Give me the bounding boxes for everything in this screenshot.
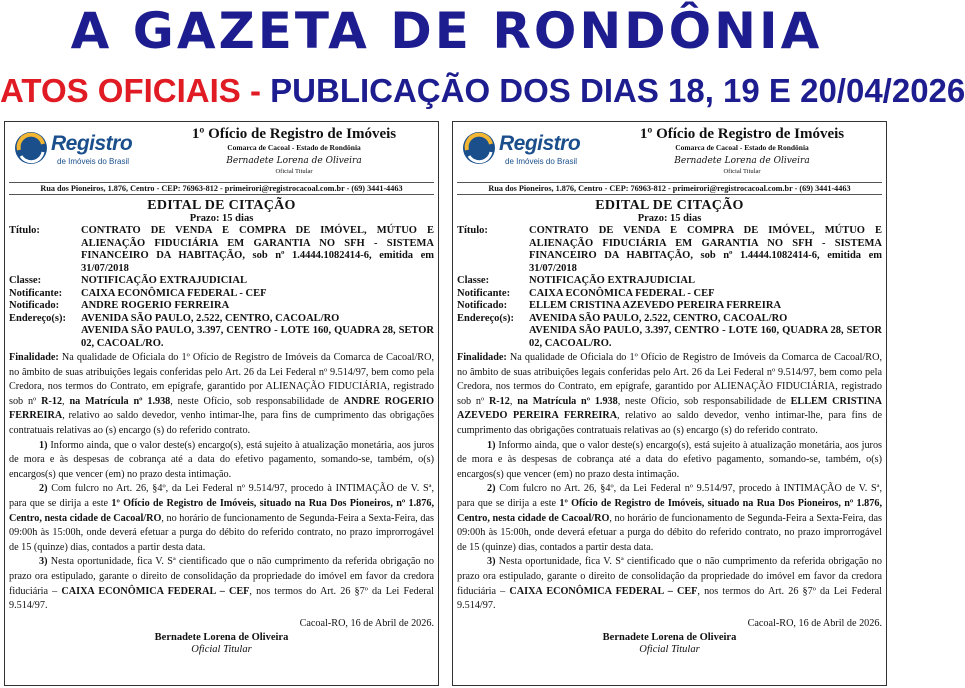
- finalidade-text-1: Na qualidade de Oficiala do 1º Ofício de Registro de Imóveis da Comarca de Cacoal/RO, no âmbito de suas atribuições legais conferidas pelo Art. 26 da Lei Federal nº 9.514/97, bem como pela Credora, nos termos do Contrato, em epígrafe, garantido por ALIENAÇÃO FIDUCIÁRIA, registrado sob nº: [9, 352, 434, 407]
- endereco-label: Endereço(s):: [9, 312, 66, 324]
- notice-right: [452, 121, 887, 686]
- notificado-label: Notificado:: [457, 300, 508, 311]
- masthead: [0, 0, 893, 64]
- endereco-value-1: AVENIDA SÃO PAULO, 2.522, CENTRO, CACOAL/RO: [81, 312, 340, 324]
- paragraph-1-text: Informo ainda, que o valor deste(s) encargo(s), está sujeito à atualização monetária, aos juros de mora e às despesas de cobrança até a data do efetivo pagamento, somando-se, também, o(s) encargos(s) que vencer (em) no prazo desta intimação.: [9, 439, 434, 480]
- registro-logo: [461, 128, 581, 172]
- section-label: ATOS OFICIAIS: [0, 72, 241, 109]
- paragraph-1-number: 1): [487, 439, 496, 451]
- newspaper-title: A GAZETA DE RONDÔNIA: [70, 2, 823, 60]
- notice-fields: [457, 225, 882, 350]
- notice-fields: [9, 225, 434, 350]
- notificado-value: ELLEM CRISTINA AZEVEDO PEREIRA FERREIRA: [529, 300, 782, 311]
- signer-name: Bernadete Lorena de Oliveira: [154, 631, 289, 643]
- office-block: [149, 126, 439, 176]
- notice-header: [457, 124, 882, 180]
- office-address: Rua dos Pioneiros, 1.876, Centro - CEP: 76963-812 - primeirori@registrocacoal.com.br - (69) 3441-4463: [457, 182, 882, 195]
- office-signature: Bernadete Lorena de Oliveira: [226, 156, 362, 166]
- registro-number: R-12: [41, 395, 63, 407]
- endereco-value-2: AVENIDA SÃO PAULO, 3.397, CENTRO - LOTE 160, QUADRA 28, SETOR 02, CACOAL/RO.: [81, 325, 434, 349]
- notificado-value: ANDRE ROGERIO FERREIRA: [81, 300, 230, 311]
- notificado-label: Notificado:: [9, 300, 60, 311]
- finalidade-text-1: Na qualidade de Oficiala do 1º Ofício de Registro de Imóveis da Comarca de Cacoal/RO, no âmbito de suas atribuições legais conferidas pelo Art. 26 da Lei Federal nº 9.514/97, bem como pela Credora, nos termos do Contrato, em epígrafe, garantido por ALIENAÇÃO FIDUCIÁRIA, registrado sob nº: [457, 352, 882, 407]
- notice-heading: EDITAL DE CITAÇÃO: [147, 198, 296, 213]
- office-name: 1º Ofício de Registro de Imóveis: [191, 126, 397, 142]
- notice-left: [4, 121, 439, 686]
- paragraph-3-text-b: , nos termos do Art. 26 §7º da Lei Federal 9.514/97.: [9, 585, 434, 612]
- paragraph-3-creditor: CAIXA ECONÔMICA FEDERAL – CEF: [61, 585, 250, 597]
- office-signature: Bernadete Lorena de Oliveira: [674, 156, 810, 166]
- finalidade-text-2: ,: [62, 395, 70, 407]
- signer-block: [9, 632, 434, 656]
- office-name: 1º Ofício de Registro de Imóveis: [639, 126, 845, 142]
- paragraph-2-number: 2): [39, 483, 48, 495]
- finalidade-text-2: ,: [509, 395, 518, 407]
- matricula-number: na Matrícula nº 1.938: [517, 395, 618, 407]
- finalidade-paragraph: [457, 351, 882, 439]
- paragraph-3: [9, 555, 434, 613]
- registro-logo: [13, 128, 133, 172]
- paragraph-2-office: 1º Ofício de Registro de Imóveis, situado na Rua Dos Pioneiros, nº 1.876, Centro, nesta cidade de Cacoal/RO: [457, 497, 883, 524]
- notice-header: [9, 124, 434, 180]
- notice-body: [9, 351, 434, 614]
- finalidade-text-4: , relativo ao saldo devedor, venho intimar-lhe, para fins de cumprimento das obrigações contratuais relativas ao (s) encargo (s) do referido contrato.: [457, 410, 882, 436]
- notificante-label: Notificante:: [457, 287, 511, 299]
- titulo-value: CONTRATO DE VENDA E COMPRA DE IMÓVEL, MÚTUO E ALIENAÇÃO FIDUCIÁRIA EM GARANTIA NO SFH - SISTEMA FINANCEIRO DA HABITAÇÃO, sob nº 1.4444.1082414-6, emitida em 31/07/2018: [81, 225, 434, 274]
- titulo-label: Título:: [457, 225, 488, 236]
- paragraph-3: [457, 555, 882, 613]
- registro-number: R-12: [488, 395, 510, 407]
- classe-label: Classe:: [457, 275, 490, 286]
- notice-heading: EDITAL DE CITAÇÃO: [595, 198, 744, 213]
- paragraph-2-text-a: Com fulcro no Art. 26, §4º, da Lei Federal nº 9.514/97, procedo à INTIMAÇÃO de V. Sª, para que se dirija a este: [457, 483, 882, 509]
- paragraph-2-number: 2): [487, 483, 496, 495]
- paragraph-3-text-b: , nos termos do Art. 26 §7º da Lei Federal 9.514/97.: [457, 585, 882, 612]
- finalidade-label: Finalidade:: [457, 352, 507, 363]
- paragraph-2-text-b: , no horário de funcionamento de Segunda-Feira a Sexta-Feira, das 09:00h às 15:00h, onde deverá efetuar a purga do débito do referido contrato, no prazo improrrogável de 15 (quinze) dias, contados a partir desta data.: [457, 512, 882, 553]
- signer-name: Bernadete Lorena de Oliveira: [602, 631, 737, 643]
- office-block: [597, 126, 887, 176]
- paragraph-3-text-a: Nesta oportunidade, fica V. Sª cientificado que o não cumprimento da referida obrigação no prazo ora estipulado, garante o direito de consolidação da propriedade do imóvel em favor da credora fiduciária –: [9, 556, 434, 597]
- finalidade-label: Finalidade:: [9, 352, 59, 363]
- paragraph-1-number: 1): [39, 439, 48, 451]
- finalidade-name: ELLEM CRISTINA AZEVEDO PEREIRA FERREIRA: [457, 395, 882, 422]
- office-signature-title: Oficial Titular: [275, 168, 313, 175]
- paragraph-1-text: Informo ainda, que o valor deste(s) encargo(s), está sujeito à atualização monetária, aos juros de mora e às despesas de cobrança até a data do efetivo pagamento, somando-se, também, o(s) encargos(s) que vencer (em) no prazo desta intimação.: [457, 439, 882, 480]
- logo-subtitle: de Imóveis do Brasil: [505, 157, 578, 166]
- registro-logo-icon: [13, 130, 49, 166]
- notificante-value: CAIXA ECONÔMICA FEDERAL - CEF: [81, 287, 267, 299]
- finalidade-name: ANDRE ROGERIO FERREIRA: [9, 395, 434, 422]
- section-separator: -: [249, 72, 261, 109]
- office-location: Comarca de Cacoal - Estado de Rondônia: [227, 143, 361, 152]
- signer-block: [457, 632, 882, 656]
- endereco-label: Endereço(s):: [457, 312, 514, 324]
- paragraph-3-number: 3): [487, 556, 496, 568]
- paragraph-1: [9, 439, 434, 483]
- titulo-label: Título:: [9, 225, 40, 236]
- logo-name: Registro: [499, 132, 581, 155]
- notice-deadline: Prazo: 15 dias: [637, 213, 702, 224]
- notificante-label: Notificante:: [9, 287, 63, 299]
- office-address: Rua dos Pioneiros, 1.876, Centro - CEP: 76963-812 - primeirori@registrocacoal.com.br - (69) 3441-4463: [9, 182, 434, 195]
- office-signature-title: Oficial Titular: [723, 168, 761, 175]
- office-location: Comarca de Cacoal - Estado de Rondônia: [675, 143, 809, 152]
- signer-role: Oficial Titular: [191, 643, 252, 655]
- finalidade-text-3: , neste Ofício, sob responsabilidade de: [170, 395, 344, 407]
- paragraph-2-text-b: , no horário de funcionamento de Segunda-Feira a Sexta-Feira, das 09:00h às 15:00h, onde deverá efetuar a purga do débito do referido contrato, no prazo improrrogável de 15 (quinze) dias, contados a partir desta data.: [9, 512, 434, 553]
- classe-label: Classe:: [9, 275, 42, 286]
- classe-value: NOTIFICAÇÃO EXTRAJUDICIAL: [529, 275, 695, 286]
- notice-date: Cacoal-RO, 16 de Abril de 2026.: [747, 617, 882, 629]
- finalidade-text-3: , neste Ofício, sob responsabilidade de: [617, 395, 791, 407]
- finalidade-text-4: , relativo ao saldo devedor, venho intimar-lhe, para fins de cumprimento das obrigações contratuais relativas ao (s) encargo (s) do referido contrato.: [9, 410, 434, 436]
- paragraph-1: [457, 439, 882, 483]
- notificante-value: CAIXA ECONÔMICA FEDERAL - CEF: [529, 287, 715, 299]
- logo-name: Registro: [51, 132, 133, 155]
- notice-date: Cacoal-RO, 16 de Abril de 2026.: [299, 617, 434, 629]
- matricula-number: na Matrícula nº 1.938: [69, 395, 171, 407]
- endereco-value-1: AVENIDA SÃO PAULO, 2.522, CENTRO, CACOAL/RO: [529, 312, 788, 324]
- section-subhead: [0, 66, 965, 116]
- paragraph-2: [457, 482, 882, 555]
- paragraph-2-text-a: Com fulcro no Art. 26, §4º, da Lei Federal nº 9.514/97, procedo à INTIMAÇÃO de V. Sª, para que se dirija a este: [9, 483, 434, 509]
- registro-logo-icon: [461, 130, 497, 166]
- paragraph-2-office: 1º Ofício de Registro de Imóveis, situado na Rua Dos Pioneiros, nº 1.876, Centro, nesta cidade de Cacoal/RO: [9, 497, 435, 524]
- logo-subtitle: de Imóveis do Brasil: [57, 157, 130, 166]
- titulo-value: CONTRATO DE VENDA E COMPRA DE IMÓVEL, MÚTUO E ALIENAÇÃO FIDUCIÁRIA EM GARANTIA NO SFH - SISTEMA FINANCEIRO DA HABITAÇÃO, sob nº 1.4444.1082414-6, emitida em 31/07/2018: [529, 225, 882, 274]
- paragraph-3-number: 3): [39, 556, 48, 568]
- notice-body: [457, 351, 882, 614]
- classe-value: NOTIFICAÇÃO EXTRAJUDICIAL: [81, 275, 247, 286]
- signer-role: Oficial Titular: [639, 643, 700, 655]
- publication-dates: PUBLICAÇÃO DOS DIAS 18, 19 E 20/04/2026: [270, 72, 965, 109]
- finalidade-paragraph: [9, 351, 434, 439]
- notice-deadline: Prazo: 15 dias: [189, 213, 254, 224]
- endereco-value-2: AVENIDA SÃO PAULO, 3.397, CENTRO - LOTE 160, QUADRA 28, SETOR 02, CACOAL/RO.: [529, 325, 882, 349]
- paragraph-3-text-a: Nesta oportunidade, fica V. Sª cientificado que o não cumprimento da referida obrigação no prazo ora estipulado, garante o direito de consolidação da propriedade do imóvel em favor da credora fiduciária –: [457, 556, 882, 597]
- paragraph-2: [9, 482, 434, 555]
- paragraph-3-creditor: CAIXA ECONÔMICA FEDERAL – CEF: [509, 585, 698, 597]
